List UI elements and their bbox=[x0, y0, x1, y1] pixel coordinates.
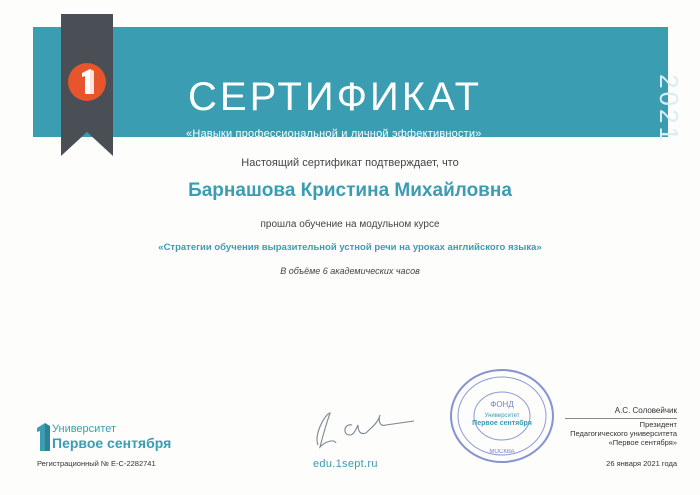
intro-text: Настоящий сертификат подтверждает, что bbox=[241, 157, 459, 169]
number-one-badge-icon bbox=[61, 14, 113, 156]
president-title-1: Президент bbox=[639, 420, 677, 429]
foundation-stamp bbox=[449, 368, 555, 464]
president-name: А.С. Соловейчик bbox=[614, 406, 677, 415]
certificate-title: СЕРТИФИКАТ bbox=[188, 75, 483, 119]
header-banner bbox=[33, 27, 684, 144]
signature bbox=[296, 395, 426, 455]
issue-date: 26 января 2021 года bbox=[606, 459, 677, 468]
completion-text: прошла обучение на модульном курсе bbox=[260, 219, 440, 230]
president-title-2: Педагогического университета bbox=[570, 429, 677, 438]
course-title: «Стратегии обучения выразительной устной речи на уроках английского языка» bbox=[158, 242, 542, 253]
certificate-subtitle: «Навыки профессиональной и личной эффективности» bbox=[186, 128, 482, 140]
signature-line bbox=[565, 418, 677, 419]
hours-text: В объёме 6 академических часов bbox=[280, 266, 420, 276]
logo-line-1: Университет bbox=[52, 423, 117, 435]
stamp-center-line2: Первое сентября bbox=[472, 420, 532, 427]
stamp-center-top: ФОНД bbox=[490, 400, 514, 409]
stamp-city: МОСКВА bbox=[489, 449, 515, 455]
logo-line-2: Первое сентября bbox=[52, 435, 172, 451]
registration-number: Регистрационный № Е-С-2282741 bbox=[37, 459, 156, 468]
website-link[interactable]: edu.1sept.ru bbox=[313, 458, 378, 470]
certificate-year: 2021 bbox=[654, 74, 684, 144]
recipient-name: Барнашова Кристина Михайловна bbox=[188, 180, 512, 201]
book-number-one-icon bbox=[35, 422, 51, 452]
university-logo bbox=[35, 420, 175, 456]
president-title-3: «Первое сентября» bbox=[608, 438, 677, 447]
stamp-center-line1: Университет bbox=[484, 413, 520, 419]
